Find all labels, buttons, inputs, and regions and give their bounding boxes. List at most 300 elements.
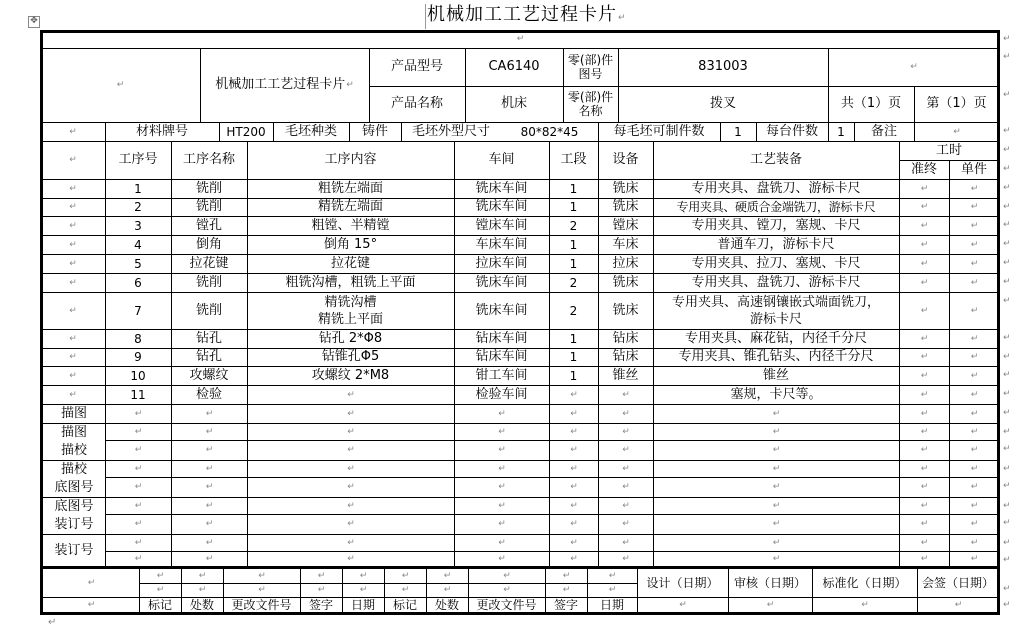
paragraph-mark-icon: ↵ <box>772 408 781 419</box>
empty-cell[interactable] <box>171 534 247 551</box>
paragraph-mark-icon: ↵ <box>622 389 630 400</box>
empty-cell[interactable] <box>949 404 999 423</box>
part-name-value-cell[interactable] <box>618 86 828 122</box>
empty-cell[interactable] <box>454 477 549 497</box>
op-tooling: 专用夹具、硬质合金端铣刀，游标卡尺 <box>676 200 876 214</box>
row-end-mark-icon: ↵ <box>1003 481 1011 491</box>
paragraph-mark-icon: ↵ <box>347 500 355 511</box>
empty-cell[interactable] <box>653 460 899 477</box>
empty-cell[interactable] <box>653 534 899 551</box>
change-record-cell[interactable] <box>468 569 545 583</box>
change-record-cell[interactable] <box>384 583 426 597</box>
op-section <box>549 385 598 404</box>
remark-label: 备注 <box>870 123 897 139</box>
paragraph-mark-icon: ↵ <box>772 500 781 511</box>
change-record-cell[interactable] <box>342 569 384 583</box>
paragraph-mark-icon: ↵ <box>970 239 979 250</box>
empty-cell[interactable] <box>899 477 949 497</box>
row-end-mark-icon: ↵ <box>1003 90 1011 100</box>
empty-cell[interactable] <box>105 477 171 497</box>
paragraph-mark-icon: ↵ <box>920 370 929 381</box>
col-header-setup <box>899 160 949 179</box>
paragraph-mark-icon: ↵ <box>920 519 929 529</box>
change-record-cell[interactable] <box>181 583 223 597</box>
op-no: 6 <box>134 275 142 290</box>
empty-cell[interactable] <box>549 514 598 534</box>
empty-cell[interactable] <box>454 514 549 534</box>
blank-type-label: 毛坯种类 <box>284 123 337 139</box>
empty-cell[interactable] <box>949 440 999 460</box>
empty-cell[interactable] <box>899 551 949 567</box>
page-no-cell <box>914 86 999 122</box>
col-header-empty <box>40 141 105 179</box>
remark-label-cell <box>854 122 914 141</box>
op-equipment: 钻床 <box>612 349 639 364</box>
paragraph-mark-icon: ↵ <box>679 599 687 610</box>
blank-type-value-cell[interactable] <box>349 122 401 141</box>
empty-cell[interactable] <box>454 551 549 567</box>
empty-cell[interactable] <box>549 423 598 440</box>
review-date-field[interactable] <box>728 597 812 612</box>
empty-cell[interactable] <box>598 514 653 534</box>
op-tooling: 专用夹具、盘铣刀、游标卡尺 <box>691 274 861 290</box>
row-end-mark-icon: ↵ <box>1003 518 1011 528</box>
empty-cell[interactable] <box>598 551 653 567</box>
empty-cell[interactable] <box>899 254 949 273</box>
paragraph-mark-icon: ↵ <box>69 239 77 250</box>
empty-cell[interactable] <box>899 235 949 254</box>
empty-cell[interactable] <box>40 254 105 273</box>
empty-cell[interactable] <box>598 477 653 497</box>
op-workshop: 铣床车间 <box>475 274 528 290</box>
design-date-field[interactable] <box>637 597 728 612</box>
paragraph-mark-icon: ↵ <box>861 599 869 610</box>
paragraph-mark-icon: ↵ <box>69 258 77 269</box>
paragraph-mark-icon: ↵ <box>498 519 506 529</box>
paragraph-mark-icon: ↵ <box>347 482 355 492</box>
empty-cell[interactable] <box>949 477 999 497</box>
paragraph-mark-icon: ↵ <box>359 585 368 595</box>
op-tooling: 普通车刀，游标卡尺 <box>717 236 835 252</box>
paragraph-mark-icon: ↵ <box>608 585 617 595</box>
empty-cell[interactable] <box>598 534 653 551</box>
empty-cell[interactable] <box>899 385 949 404</box>
empty-cell[interactable] <box>949 366 999 385</box>
paragraph-mark-icon: ↵ <box>347 463 355 474</box>
paragraph-mark-icon: ↵ <box>570 408 578 419</box>
paragraph-mark-icon: ↵ <box>970 333 979 344</box>
change-record-cell[interactable] <box>223 583 300 597</box>
paragraph-mark-icon: ↵ <box>69 305 77 316</box>
empty-cell[interactable] <box>598 497 653 514</box>
empty-cell[interactable] <box>949 216 999 235</box>
top-empty-cell[interactable] <box>40 30 1000 48</box>
side-label-group <box>43 497 105 534</box>
paragraph-mark-icon: ↵ <box>498 445 506 455</box>
empty-cell[interactable] <box>598 404 653 423</box>
paragraph-mark-icon: ↵ <box>910 62 918 72</box>
op-content: 钻锥孔Φ5 <box>321 349 380 364</box>
empty-cell[interactable] <box>549 477 598 497</box>
side-label-check: 描校 <box>60 442 87 458</box>
paragraph-mark-icon: ↵ <box>920 554 929 564</box>
paragraph-mark-icon: ↵ <box>258 571 266 581</box>
card-name-cell[interactable] <box>200 48 369 122</box>
empty-cell[interactable] <box>549 460 598 477</box>
empty-cell[interactable] <box>549 440 598 460</box>
empty-cell[interactable] <box>105 497 171 514</box>
footer-empty-cell[interactable] <box>43 597 139 612</box>
row-end-mark-icon: ↵ <box>1003 126 1011 136</box>
paragraph-mark-icon: ↵ <box>920 408 929 419</box>
total-pages: 共（1）页 <box>840 96 902 111</box>
empty-cell[interactable] <box>899 460 949 477</box>
paragraph-mark-icon: ↵ <box>970 258 979 269</box>
empty-cell[interactable] <box>247 497 454 514</box>
change-record-cell[interactable] <box>300 583 342 597</box>
empty-cell[interactable] <box>40 385 105 404</box>
empty-cell[interactable] <box>171 440 247 460</box>
empty-cell[interactable] <box>899 514 949 534</box>
product-name-label: 产品名称 <box>390 96 443 111</box>
empty-cell[interactable] <box>171 423 247 440</box>
empty-cell[interactable] <box>40 348 105 366</box>
change-record-cell[interactable] <box>181 569 223 583</box>
col-header-man-hours <box>899 141 999 160</box>
change-header-count: 处数 <box>189 597 214 612</box>
empty-cell[interactable] <box>247 440 454 460</box>
empty-cell[interactable] <box>247 423 454 440</box>
logo-cell[interactable] <box>40 48 200 122</box>
change-record-cell[interactable] <box>342 583 384 597</box>
empty-cell[interactable] <box>549 551 598 567</box>
change-record-cell[interactable] <box>139 569 181 583</box>
empty-cell[interactable] <box>899 404 949 423</box>
empty-cell[interactable] <box>653 477 899 497</box>
empty-cell[interactable] <box>105 551 171 567</box>
op-no: 10 <box>130 368 146 383</box>
product-model-value: CA6140 <box>488 59 540 74</box>
empty-cell[interactable] <box>454 440 549 460</box>
empty-cell[interactable] <box>949 497 999 514</box>
paragraph-mark-icon: ↵ <box>570 500 578 511</box>
paragraph-mark-icon: ↵ <box>562 571 571 581</box>
row-end-mark-icon: ↵ <box>1003 600 1011 610</box>
empty-cell[interactable] <box>949 254 999 273</box>
change-record-cell[interactable] <box>426 569 468 583</box>
empty-cell[interactable] <box>40 366 105 385</box>
change-record-cell[interactable] <box>223 569 300 583</box>
empty-cell[interactable] <box>40 329 105 348</box>
empty-cell[interactable] <box>454 404 549 423</box>
paragraph-mark-icon: ↵ <box>69 389 77 400</box>
change-record-cell[interactable] <box>545 569 587 583</box>
remark-value-cell[interactable] <box>914 122 999 141</box>
op-workshop: 铣床车间 <box>475 302 528 318</box>
change-header-date: 日期 <box>350 597 375 612</box>
op-no: 7 <box>134 303 142 318</box>
op-section: 2 <box>569 303 578 318</box>
side-label-drawing: 描图 <box>60 405 87 421</box>
paragraph-mark-icon: ↵ <box>69 183 77 194</box>
empty-cell[interactable] <box>40 179 105 198</box>
row-end-mark-icon: ↵ <box>1003 258 1011 268</box>
change-record-cell[interactable] <box>426 583 468 597</box>
material-empty-cell[interactable] <box>40 122 105 141</box>
change-record-cell[interactable] <box>468 583 545 597</box>
empty-cell[interactable] <box>949 423 999 440</box>
empty-cell[interactable] <box>105 423 171 440</box>
paragraph-mark-icon: ↵ <box>346 80 354 90</box>
total-pages-cell <box>828 86 914 122</box>
empty-cell[interactable] <box>40 198 105 216</box>
empty-cell[interactable] <box>171 497 247 514</box>
paragraph-mark-icon: ↵ <box>570 389 578 400</box>
empty-cell[interactable] <box>598 440 653 460</box>
empty-cell[interactable] <box>454 423 549 440</box>
row-end-mark-icon: ↵ <box>1003 427 1011 437</box>
empty-cell[interactable] <box>247 460 454 477</box>
paragraph-mark-icon: ↵ <box>69 155 77 165</box>
countersign-date-field[interactable] <box>917 597 999 612</box>
empty-cell[interactable] <box>899 348 949 366</box>
col-header-equipment <box>598 141 653 179</box>
empty-cell[interactable] <box>171 477 247 497</box>
paragraph-mark-icon: ↵ <box>134 537 143 548</box>
col-header-op-no-text: 工序号 <box>118 152 158 167</box>
op-content-line-2: 精铣上平面 <box>317 311 383 327</box>
paragraph-mark-icon: ↵ <box>134 426 143 437</box>
op-tooling: 塞规，卡尺等。 <box>730 386 822 402</box>
col-header-tooling <box>653 141 899 179</box>
empty-cell[interactable] <box>549 497 598 514</box>
empty-cell[interactable] <box>105 404 171 423</box>
op-workshop: 检验车间 <box>475 386 528 402</box>
pieces-per-unit-label-cell <box>756 122 828 141</box>
change-header-date: 日期 <box>599 597 624 612</box>
op-equipment: 拉床 <box>612 255 639 271</box>
op-name: 铣削 <box>195 302 222 318</box>
op-workshop: 铣床车间 <box>475 199 528 214</box>
empty-cell[interactable] <box>454 460 549 477</box>
footer-empty-cell[interactable] <box>43 569 139 597</box>
paragraph-mark-icon: ↵ <box>198 585 207 595</box>
pieces-per-blank-label: 每毛坯可制件数 <box>613 123 705 139</box>
paragraph-mark-icon: ↵ <box>562 585 571 595</box>
op-tooling: 专用夹具、盘铣刀、游标卡尺 <box>691 180 861 196</box>
empty-cell[interactable] <box>949 460 999 477</box>
empty-cell[interactable] <box>949 329 999 348</box>
empty-cell[interactable] <box>899 366 949 385</box>
paragraph-mark-icon: ↵ <box>772 554 781 564</box>
empty-cell[interactable] <box>171 404 247 423</box>
pieces-per-blank-value-cell[interactable] <box>720 122 756 141</box>
op-name: 钻孔 <box>195 349 222 364</box>
col-header-op-no <box>105 141 171 179</box>
row-end-mark-icon: ↵ <box>1003 389 1011 399</box>
empty-cell[interactable] <box>247 551 454 567</box>
empty-cell[interactable] <box>247 534 454 551</box>
paragraph-mark-icon: ↵ <box>134 445 143 455</box>
empty-cell[interactable] <box>105 514 171 534</box>
product-name-value-cell[interactable] <box>465 86 563 122</box>
row-end-mark-icon: ↵ <box>1003 220 1011 230</box>
op-name: 铣削 <box>195 199 222 214</box>
change-record-cell[interactable] <box>139 583 181 597</box>
change-header-signature: 签字 <box>308 597 333 612</box>
empty-cell[interactable] <box>899 216 949 235</box>
op-tooling: 锥丝 <box>762 367 789 383</box>
row-end-mark-icon: ↵ <box>1003 239 1011 249</box>
empty-cell[interactable] <box>105 440 171 460</box>
op-content <box>247 385 454 404</box>
paragraph-mark-icon: ↵ <box>920 183 929 194</box>
empty-cell[interactable] <box>598 423 653 440</box>
empty-cell[interactable] <box>653 404 899 423</box>
empty-cell[interactable] <box>899 292 949 329</box>
op-no: 9 <box>134 350 142 364</box>
paragraph-mark-icon: ↵ <box>920 258 929 269</box>
paragraph-mark-icon: ↵ <box>608 571 617 581</box>
empty-cell[interactable] <box>105 534 171 551</box>
header-empty-cell[interactable] <box>828 48 999 86</box>
pieces-per-unit-value-cell[interactable] <box>828 122 854 141</box>
change-record-cell[interactable] <box>300 569 342 583</box>
empty-cell[interactable] <box>171 460 247 477</box>
col-header-op-content <box>247 141 454 179</box>
change-header-doc-no: 更改文件号 <box>231 597 292 612</box>
empty-cell[interactable] <box>899 497 949 514</box>
empty-cell[interactable] <box>653 514 899 534</box>
empty-cell[interactable] <box>247 404 454 423</box>
empty-cell[interactable] <box>899 423 949 440</box>
change-header-mark: 标记 <box>392 597 417 612</box>
change-record-cell[interactable] <box>587 569 637 583</box>
empty-cell[interactable] <box>105 460 171 477</box>
empty-cell[interactable] <box>549 404 598 423</box>
paragraph-mark-icon: ↵ <box>970 277 979 288</box>
paragraph-mark-icon: ↵ <box>205 408 214 419</box>
empty-cell[interactable] <box>899 179 949 198</box>
op-equipment: 车床 <box>612 236 639 252</box>
paragraph-mark-icon: ↵ <box>970 202 979 212</box>
op-equipment: 铣床 <box>612 199 639 214</box>
empty-cell[interactable] <box>653 440 899 460</box>
paragraph-mark-icon: ↵ <box>772 537 781 548</box>
empty-cell[interactable] <box>598 460 653 477</box>
empty-cell[interactable] <box>40 216 105 235</box>
paragraph-mark-icon: ↵ <box>920 352 929 362</box>
empty-cell[interactable] <box>454 534 549 551</box>
empty-cell[interactable] <box>247 514 454 534</box>
change-header-mark: 标记 <box>147 597 172 612</box>
paragraph-mark-icon: ↵ <box>205 500 214 511</box>
product-model-value-cell[interactable] <box>465 48 563 86</box>
empty-cell[interactable] <box>949 292 999 329</box>
empty-cell[interactable] <box>949 551 999 567</box>
paragraph-mark-icon: ↵ <box>87 599 96 610</box>
paragraph-mark-icon: ↵ <box>622 500 630 511</box>
paragraph-mark-icon: ↵ <box>401 585 410 595</box>
card-name: 机械加工工艺过程卡片 <box>215 77 346 92</box>
paragraph-mark-icon: ↵ <box>772 463 781 474</box>
empty-cell[interactable] <box>899 440 949 460</box>
part-drawing-no-value-cell[interactable] <box>618 48 828 86</box>
empty-cell[interactable] <box>899 329 949 348</box>
empty-cell[interactable] <box>171 514 247 534</box>
empty-cell[interactable] <box>40 292 105 329</box>
op-workshop: 镗床车间 <box>475 217 528 233</box>
op-name: 铣削 <box>195 180 222 196</box>
countersign-date-label: 会签（日期） <box>921 576 994 590</box>
empty-cell[interactable] <box>40 273 105 292</box>
empty-cell[interactable] <box>949 273 999 292</box>
standardize-date-field[interactable] <box>812 597 917 612</box>
row-end-mark-icon: ↵ <box>1003 444 1011 454</box>
empty-cell[interactable] <box>549 534 598 551</box>
empty-cell[interactable] <box>899 273 949 292</box>
change-record-cell[interactable] <box>545 583 587 597</box>
paragraph-mark-icon: ↵ <box>134 519 143 529</box>
change-record-cell[interactable] <box>587 583 637 597</box>
empty-cell[interactable] <box>949 179 999 198</box>
op-tooling-line-1: 专用夹具、高速钢镶嵌式端面铣刀， <box>671 294 880 310</box>
empty-cell[interactable] <box>899 198 949 216</box>
op-content <box>247 292 454 329</box>
empty-cell[interactable] <box>454 497 549 514</box>
empty-cell[interactable] <box>247 477 454 497</box>
row-end-mark-icon: ↵ <box>1003 333 1011 343</box>
empty-cell[interactable] <box>171 551 247 567</box>
empty-cell[interactable] <box>653 423 899 440</box>
side-label-drawing: 描图 <box>60 424 87 440</box>
blank-type-label-cell <box>273 122 349 141</box>
material-value-cell[interactable] <box>219 122 273 141</box>
review-date-label: 审核（日期） <box>733 576 806 590</box>
paragraph-mark-icon: ↵ <box>622 519 630 529</box>
empty-cell[interactable] <box>949 235 999 254</box>
op-name: 铣削 <box>195 274 222 290</box>
blank-size-value-cell[interactable] <box>501 122 598 141</box>
table-move-handle-icon[interactable]: ✥ <box>28 16 40 28</box>
paragraph-mark-icon: ↵ <box>622 554 630 564</box>
page-no: 第（1）页 <box>926 96 987 111</box>
op-section: 2 <box>569 218 578 233</box>
empty-cell[interactable] <box>949 198 999 216</box>
op-equipment <box>598 385 653 404</box>
op-workshop: 铣床车间 <box>475 180 528 196</box>
op-no: 4 <box>134 237 142 252</box>
empty-cell[interactable] <box>949 348 999 366</box>
empty-cell[interactable] <box>653 551 899 567</box>
op-section: 1 <box>569 181 578 196</box>
op-no: 8 <box>134 331 142 346</box>
op-no: 5 <box>134 256 142 271</box>
paragraph-mark-icon: ↵ <box>570 519 578 529</box>
row-end-mark-icon: ↵ <box>1003 52 1011 62</box>
op-equipment: 钻床 <box>612 330 639 346</box>
empty-cell[interactable] <box>40 235 105 254</box>
empty-cell[interactable] <box>949 385 999 404</box>
empty-cell[interactable] <box>949 534 999 551</box>
change-record-cell[interactable] <box>384 569 426 583</box>
col-header-man-hours-text: 工时 <box>935 142 962 158</box>
empty-cell[interactable] <box>899 534 949 551</box>
pieces-per-blank-value: 1 <box>734 124 742 139</box>
empty-cell[interactable] <box>949 514 999 534</box>
op-no: 2 <box>134 200 142 214</box>
empty-cell[interactable] <box>653 497 899 514</box>
